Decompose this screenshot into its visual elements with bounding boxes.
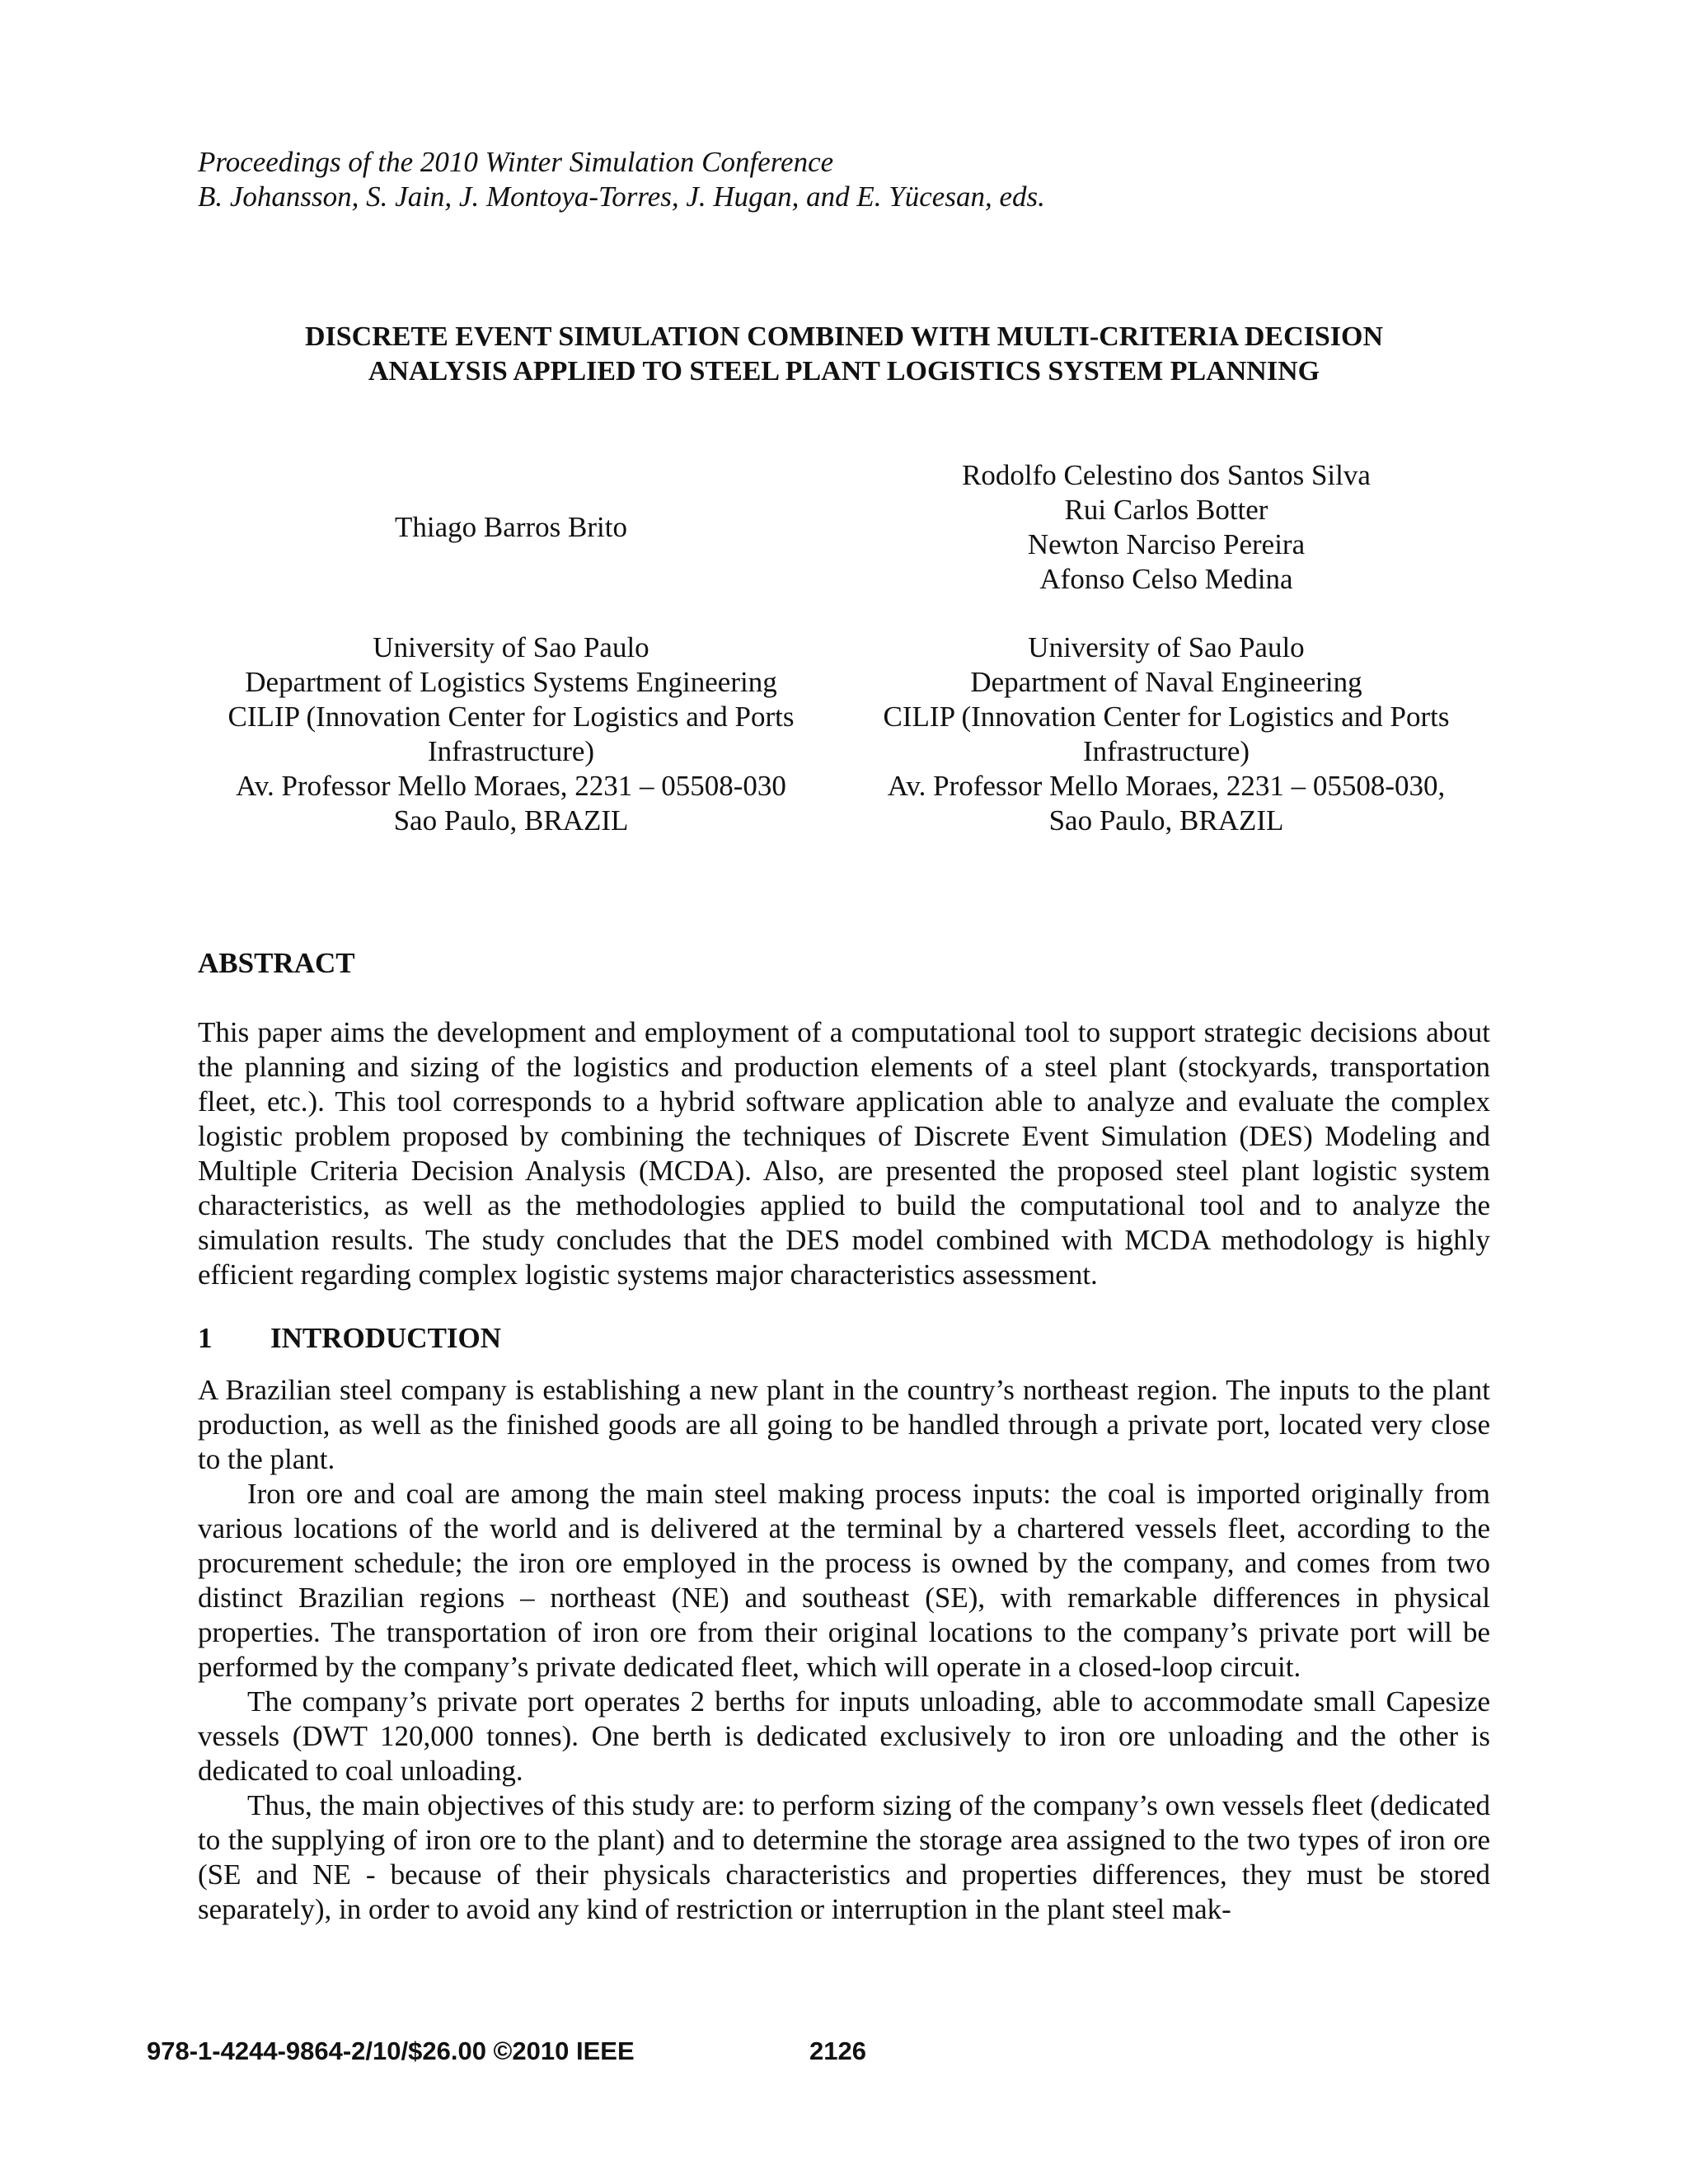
affiliation-line: Department of Naval Engineering	[970, 666, 1362, 698]
affiliation-left	[198, 630, 824, 838]
affiliation-line: Department of Logistics Systems Engineering	[245, 666, 777, 698]
section-title: INTRODUCTION	[270, 1322, 502, 1354]
paper-title-line-1: DISCRETE EVENT SIMULATION COMBINED WITH MULTI-CRITERIA DECISION	[304, 321, 1384, 352]
affiliation-line: Sao Paulo, BRAZIL	[1048, 804, 1284, 837]
author-name: Thiago Barros Brito	[395, 511, 627, 543]
affiliation-line: Infrastructure)	[427, 735, 595, 767]
author-list-left	[198, 510, 824, 545]
proceedings-editors: B. Johansson, S. Jain, J. Montoya-Torres, J. Hugan, and E. Yücesan, eds.	[198, 180, 1045, 213]
affiliation-line: University of Sao Paulo	[373, 631, 649, 663]
affiliation-line: Sao Paulo, BRAZIL	[393, 804, 629, 837]
body-paragraph: The company’s private port operates 2 berths for inputs unloading, able to accommodate small Capesize vessels (DWT 120,000 tonnes). One berth is dedicated exclusively to iron ore unloading and the other is dedicated to coal unloading.	[198, 1685, 1490, 1787]
abstract-body	[198, 1015, 1490, 1292]
author-list-right	[853, 458, 1479, 597]
affiliation-right	[853, 630, 1479, 838]
affiliation-line: University of Sao Paulo	[1028, 631, 1305, 663]
proceedings-title: Proceedings of the 2010 Winter Simulation Conference	[198, 146, 834, 178]
section-number: 1	[198, 1322, 213, 1354]
affiliation-line: Infrastructure)	[1082, 735, 1250, 767]
introduction-heading	[198, 1321, 501, 1356]
body-paragraph: Thus, the main objectives of this study are: to perform sizing of the company’s own vessels fleet (dedicated to the supplying of iron ore to the plant) and to determine the storage area assigned to the two types of iron ore (SE and NE - because of their physicals characteristics and properties differences, they must be stored separately), in order to avoid any kind of restriction or interruption in the plant steel mak-	[198, 1789, 1490, 1925]
footer-page-number: 2126	[809, 2036, 866, 2065]
author-name: Afonso Celso Medina	[1039, 563, 1293, 595]
footer-isbn: 978-1-4244-9864-2/10/$26.00 ©2010 IEEE	[147, 2036, 635, 2065]
affiliation-line: CILIP (Innovation Center for Logistics and Ports	[883, 701, 1450, 733]
paper-title-line-2: ANALYSIS APPLIED TO STEEL PLANT LOGISTICS SYSTEM PLANNING	[368, 356, 1320, 387]
author-name: Rui Carlos Botter	[1064, 494, 1268, 526]
body-paragraph: Iron ore and coal are among the main steel making process inputs: the coal is imported originally from various locations of the world and is delivered at the terminal by a chartered vessels fleet, according to the procurement schedule; the iron ore employed in the process is owned by the company, and comes from two distinct Brazilian regions – northeast (NE) and southeast (SE), with remarkable differences in physical properties. The transportation of iron ore from their original locations to the company’s private port will be performed by the company’s private dedicated fleet, which will operate in a closed-loop circuit.	[198, 1478, 1490, 1683]
abstract-heading: ABSTRACT	[198, 947, 355, 979]
body-paragraph: A Brazilian steel company is establishing a new plant in the country’s northeast region. The inputs to the plant production, as well as the finished goods are all going to be handled through a private port, located very close to the plant.	[198, 1374, 1490, 1475]
affiliation-line: CILIP (Innovation Center for Logistics and Ports	[227, 701, 795, 733]
author-name: Rodolfo Celestino dos Santos Silva	[962, 459, 1371, 491]
paper-title	[198, 320, 1490, 389]
affiliation-line: Av. Professor Mello Moraes, 2231 – 05508-030	[236, 770, 786, 802]
author-name: Newton Narciso Pereira	[1027, 528, 1306, 560]
proceedings-header	[198, 145, 1045, 214]
affiliation-line: Av. Professor Mello Moraes, 2231 – 05508-030,	[887, 770, 1446, 802]
abstract-text: This paper aims the development and employment of a computational tool to support strategic decisions about the planning and sizing of the logistics and production elements of a steel plant (stockyards, transportation fleet, etc.). This tool corresponds to a hybrid software application able to analyze and evaluate the complex logistic problem proposed by combining the techniques of Discrete Event Simulation (DES) Modeling and Multiple Criteria Decision Analysis (MCDA). Also, are presented the proposed steel plant logistic system characteristics, as well as the methodologies applied to build the computational tool and to analyze the simulation results. The study concludes that the DES model combined with MCDA methodology is highly efficient regarding complex logistic systems major characteristics assessment.	[198, 1016, 1490, 1291]
introduction-body	[198, 1373, 1490, 1927]
